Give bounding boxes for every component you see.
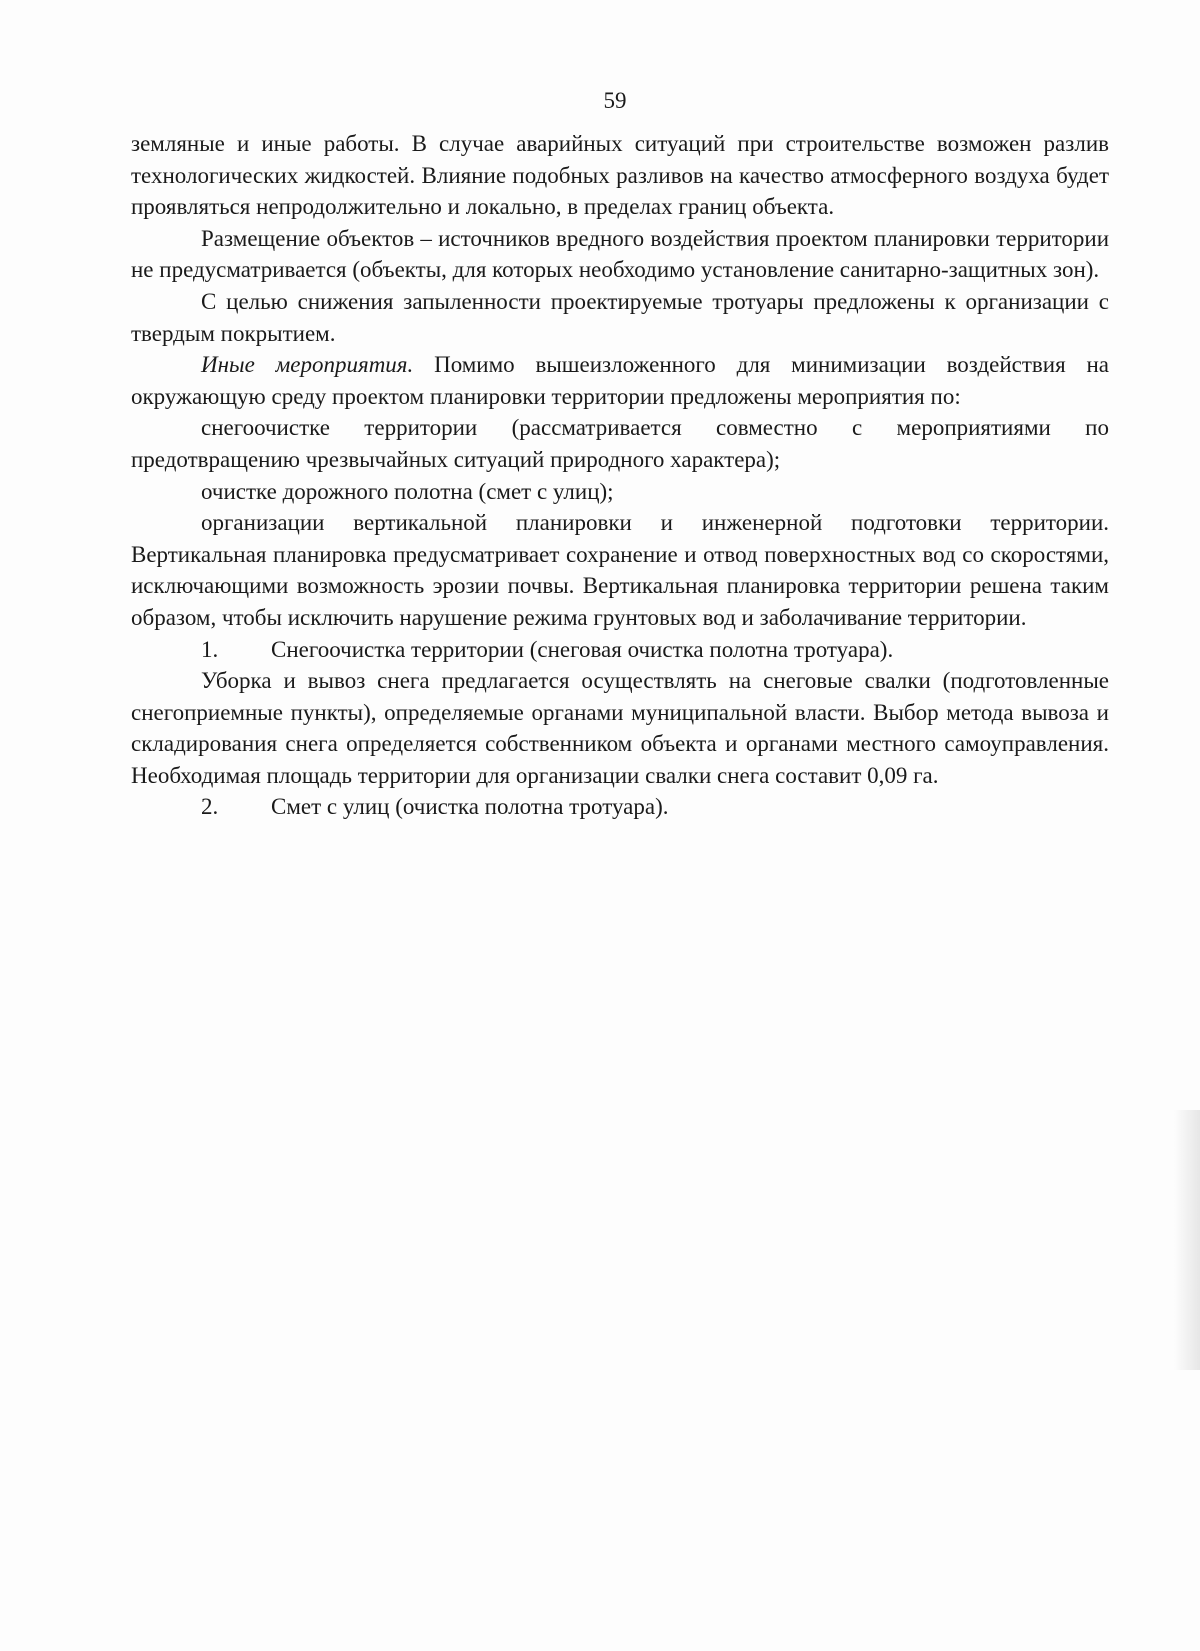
- paragraph-emergency-spills: земляные и иные работы. В случае аварийных ситуаций при строительстве возможен разлив технологических жидкостей. Влияние подобных разливов на качество атмосферного воздуха будет проявляться непродолжительно и локально, в пределах границ объекта.: [131, 131, 1109, 220]
- scan-shadow: [1174, 1110, 1200, 1370]
- numbered-item-1-number: 1.: [201, 636, 219, 662]
- list-item-vertical-planning: организации вертикальной планировки и инженерной подготовки территории. Вертикальная планировка предусматривает сохранение и отвод поверхностных вод со скоростями, исключающими возможность эрозии почвы. Вертикальная планировка территории решена таким образом, чтобы исключить нарушение режима грунтовых вод и заболачивание территории.: [131, 510, 1109, 630]
- list-item-road-cleaning: очистке дорожного полотна (смет с улиц);: [201, 478, 614, 504]
- other-measures-heading: Иные мероприятия.: [201, 352, 414, 378]
- numbered-item-2-number: 2.: [201, 794, 219, 820]
- numbered-item-1: [131, 634, 1109, 666]
- numbered-item-2-text: Смет с улиц (очистка полотна тротуара).: [271, 794, 669, 820]
- paragraph-dust-reduction: С целью снижения запыленности проектируемые тротуары предложены к организации с твердым покрытием.: [131, 288, 1109, 346]
- numbered-item-2: [131, 791, 1109, 823]
- numbered-item-1-text: Снегоочистка территории (снеговая очистка полотна тротуара).: [271, 636, 894, 662]
- paragraph-other-measures: [131, 349, 1109, 412]
- list-item-snow-clearing: снегоочистке территории (рассматривается совместно с мероприятиями по предотвращению чрезвычайных ситуаций природного характера);: [131, 415, 1109, 472]
- document-body: [131, 128, 1109, 823]
- page-number: 59: [603, 88, 627, 113]
- paragraph-snow-removal: Уборка и вывоз снега предлагается осуществлять на снеговые свалки (подготовленные снегоприемные пункты), определяемые органами муниципальной власти. Выбор метода вывоза и складирования снега определяется собственником объекта и органами местного самоуправления. Необходимая площадь территории для организации свалки снега составит 0,09 га.: [131, 668, 1109, 788]
- paragraph-harmful-objects: Размещение объектов – источников вредного воздействия проектом планировки территории не предусматривается (объекты, для которых необходимо установление санитарно-защитных зон).: [131, 225, 1109, 283]
- other-measures-text: Помимо вышеизложенного для минимизации воздействия на окружающую среду проектом планировки территории предложены мероприятия по:: [131, 352, 1110, 409]
